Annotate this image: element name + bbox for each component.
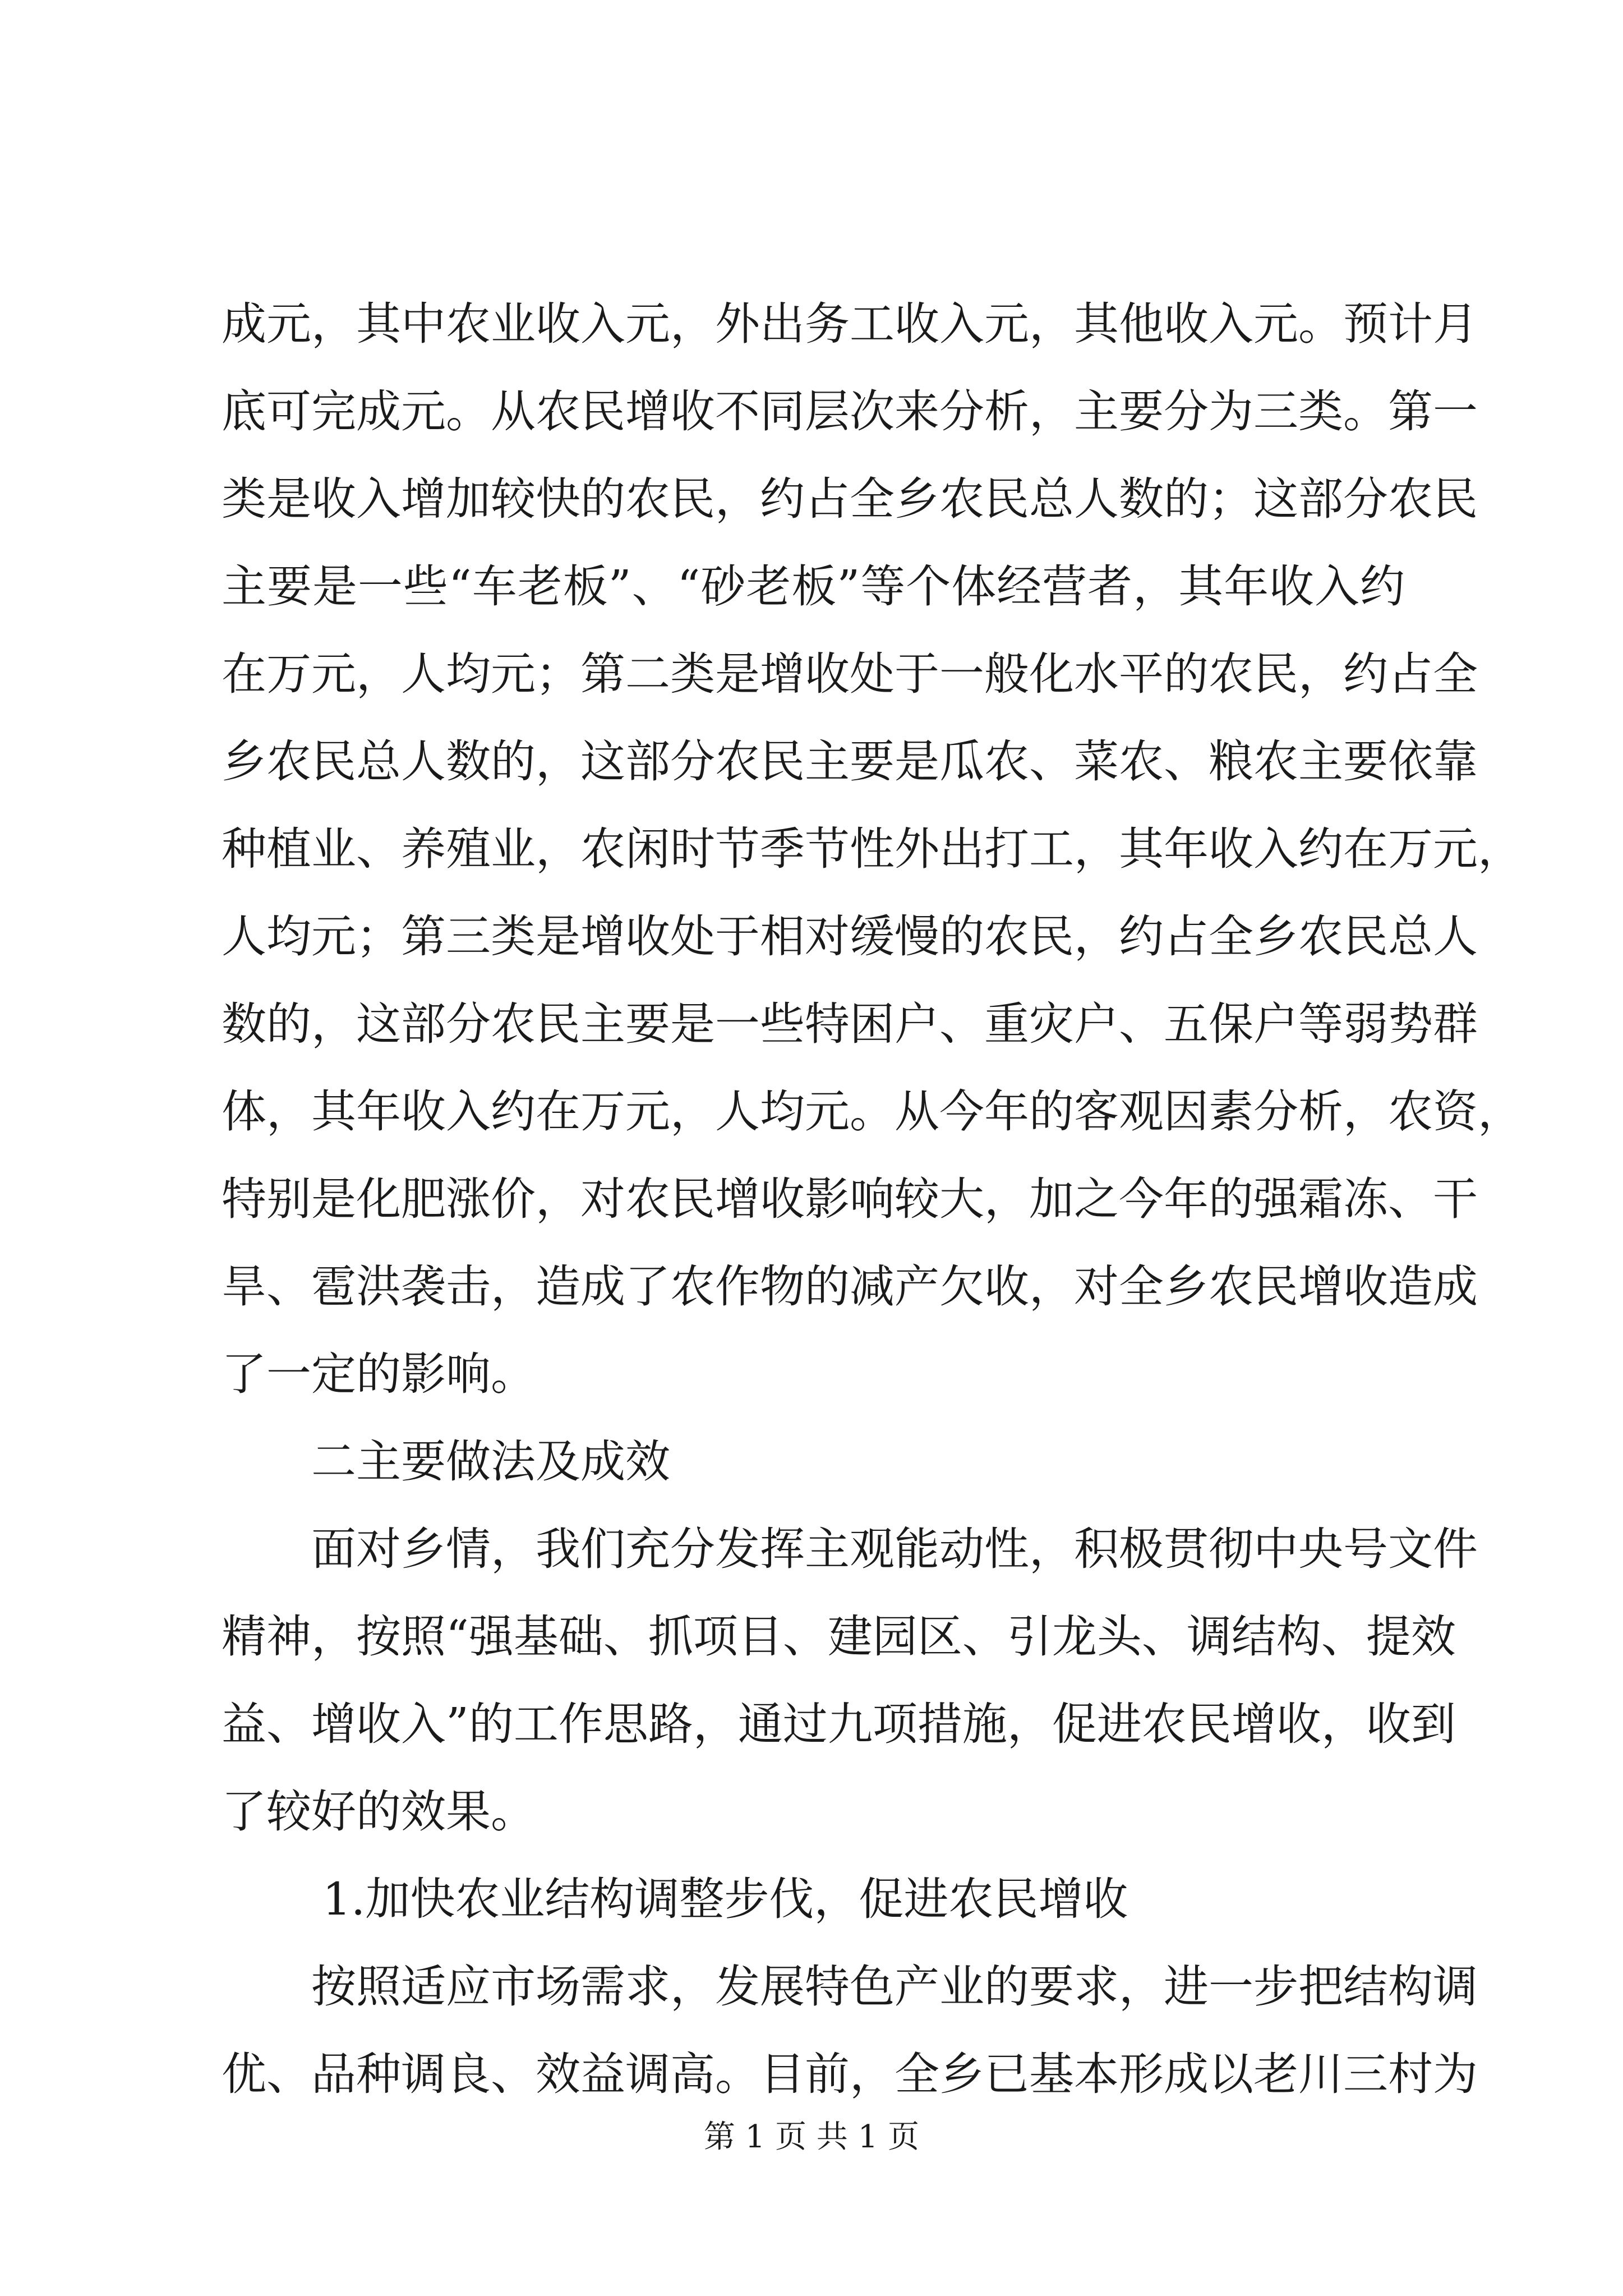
text-line: 面对乡情，我们充分发挥主观能动性，积极贯彻中央号文件 [311,1523,1478,1575]
text-line: 底可完成元。从农民增收不同层次来分析，主要分为三类。第一 [222,385,1478,438]
text-line: 种植业、养殖业，农闲时节季节性外出打工，其年收入约在万元， [222,823,1523,875]
document-body [222,280,1523,2118]
text-line: 人均元；第三类是增收处于相对缓慢的农民，约占全乡农民总人 [222,910,1478,963]
text-line: 优、品种调良、效益调高。目前，全乡已基本形成以老川三村为 [222,2048,1478,2100]
page-number-footer: 第 1 页 共 1 页 [703,2119,920,2155]
text-line: 精神，按照“强基础、抓项目、建园区、引龙头、调结构、提效 [222,1611,1456,1663]
text-line: 体，其年收入约在万元，人均元。从今年的客观因素分析，农资， [222,1085,1523,1138]
text-line: 了较好的效果。 [222,1786,536,1838]
text-line: 乡农民总人数的，这部分农民主要是瓜农、菜农、粮农主要依靠 [222,735,1478,788]
text-line: 类是收入增加较快的农民，约占全乡农民总人数的；这部分农民 [222,473,1478,525]
text-line: 旱、雹洪袭击，造成了农作物的减产欠收，对全乡农民增收造成 [222,1260,1478,1313]
text-line: 按照适应市场需求，发展特色产业的要求，进一步把结构调 [311,1961,1478,2013]
text-line: 了一定的影响。 [222,1348,536,1400]
text-line: 在万元，人均元；第二类是增收处于一般化水平的农民，约占全 [222,648,1478,700]
text-line: 益、增收入”的工作思路，通过九项措施，促进农民增收，收到 [222,1698,1456,1750]
subsection-heading: 1.加快农业结构调整步伐，促进农民增收 [322,1873,1128,1925]
text-line: 主要是一些“车老板”、“砂老板”等个体经营者，其年收入约 [222,560,1405,613]
text-line: 成元，其中农业收入元，外出务工收入元，其他收入元。预计月 [222,298,1478,350]
text-line: 特别是化肥涨价，对农民增收影响较大，加之今年的强霜冻、干 [222,1173,1478,1225]
section-heading: 二主要做法及成效 [311,1435,670,1488]
text-line: 数的，这部分农民主要是一些特困户、重灾户、五保户等弱势群 [222,998,1478,1050]
